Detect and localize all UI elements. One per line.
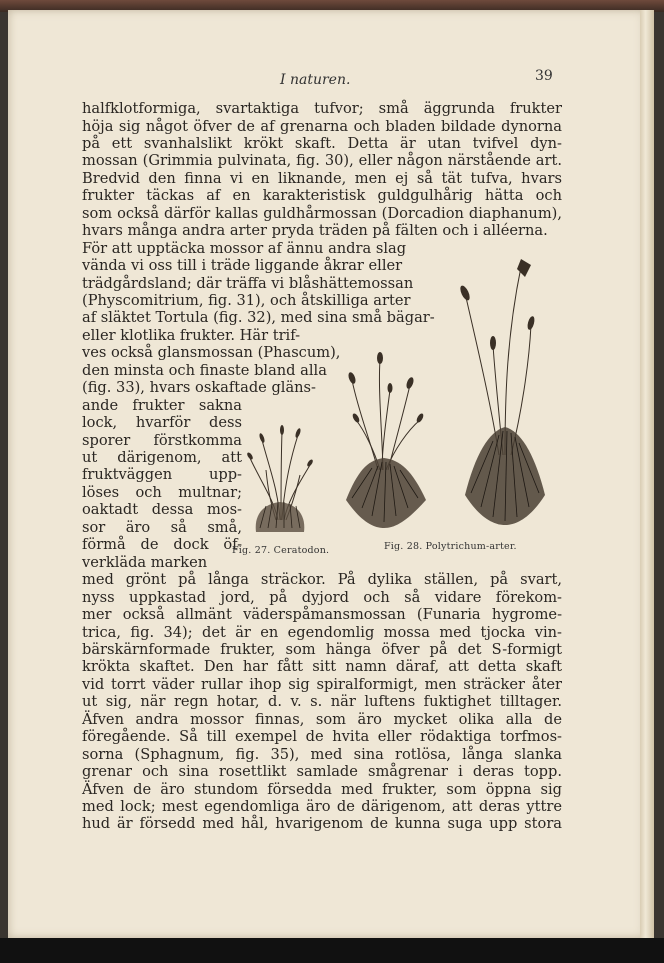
scan-bottom-band bbox=[0, 938, 664, 963]
text-line: med grönt på långa sträckor. På dylika ställen, på svart, bbox=[82, 571, 562, 589]
text-line: ut sig, när regn hotar, d. v. s. när luftens fuktighet tilltager. bbox=[82, 693, 562, 711]
text-line: För att upptäcka mossor af ännu andra slag bbox=[82, 239, 407, 257]
text-line: föregående. Så till exempel de hvita eller rödaktiga torfmos- bbox=[82, 728, 562, 746]
figure-27-caption: Fig. 27. Ceratodon. bbox=[232, 545, 330, 556]
text-line: ves också glansmossan (Phascum), bbox=[82, 344, 341, 362]
text-line: på ett svanhalslikt krökt skaft. Detta är utan tvifvel dyn- bbox=[82, 134, 562, 152]
text-line: Äfven de äro stundom försedda med frukter, som öppna sig bbox=[82, 780, 562, 798]
text-line: lock, hvarför dess bbox=[82, 414, 242, 432]
text-line: sporer förstkomma bbox=[82, 431, 242, 449]
text-line: verkläda marken bbox=[82, 553, 208, 571]
text-line: mossan (Grimmia pulvinata, fig. 30), eller någon närstående art. bbox=[82, 152, 562, 170]
text-line: vända vi oss till i träde liggande åkrar eller bbox=[82, 257, 403, 274]
text-line: oaktadt dessa mos- bbox=[82, 501, 242, 519]
text-line: (fig. 33), hvars oskaftade gläns- bbox=[82, 379, 316, 397]
text-line: som också därför kallas guldhårmossan (Dorcadion diaphanum), bbox=[82, 204, 562, 222]
text-line: vid torrt väder rullar ihop sig spiralformigt, men sträcker åter bbox=[82, 675, 562, 693]
text-line: frukter täckas af en karakteristisk guldgulhårig hätta och bbox=[82, 187, 562, 205]
text-line: halfklotformiga, svartaktiga tufvor; små äggrunda frukter bbox=[82, 100, 562, 117]
text-line: mer också allmänt väderspåmansmossan (Funaria hygrome- bbox=[82, 606, 562, 623]
figure-polytrichum-small bbox=[338, 350, 433, 530]
text-line: höja sig något öfver de af grenarna och bladen bildade dynorna bbox=[82, 117, 562, 135]
text-line: hvars många andra arter pryda träden på fälten och i alléerna. bbox=[82, 222, 548, 240]
text-line: nyss uppkastad jord, på dyjord och så vidare förekom- bbox=[82, 588, 562, 606]
page-edge bbox=[640, 10, 654, 938]
figure-polytrichum-tall bbox=[455, 255, 555, 527]
text-line: krökta skaftet. Den har fått sitt namn däraf, att detta skaft bbox=[82, 658, 562, 676]
text-line: trica, fig. 34); det är en egendomlig mossa med tjocka vin- bbox=[82, 623, 562, 641]
figure-28-caption: Fig. 28. Polytrichum-arter. bbox=[384, 541, 517, 552]
text-line: af släktet Tortula (fig. 32), med sina små bägar- bbox=[82, 309, 435, 327]
text-line: med lock; mest egendomliga äro de därigenom, att deras yttre bbox=[82, 798, 562, 815]
figure-ceratodon bbox=[240, 420, 320, 532]
running-title: I naturen. bbox=[280, 72, 351, 88]
text-line: bärskärnformade frukter, som hänga öfver på det S-formigt bbox=[82, 640, 562, 658]
text-line: Äfven andra mossor finnas, som äro mycket olika alla de bbox=[82, 710, 562, 728]
text-line: sor äro så små, bbox=[82, 518, 242, 536]
text-line: ut därigenom, att bbox=[82, 449, 242, 466]
text-line: hud är försedd med hål, hvarigenom de kunna suga upp stora bbox=[82, 815, 562, 833]
text-line: sorna (Sphagnum, fig. 35), med sina rotlösa, långa slanka bbox=[82, 745, 562, 763]
text-line: Bredvid den finna vi en liknande, men ej så tät tufva, hvars bbox=[82, 169, 562, 187]
text-line: förmå de dock öf- bbox=[82, 536, 242, 554]
page-number: 39 bbox=[535, 68, 553, 84]
text-line: trädgårdsland; där träffa vi blåshättemossan bbox=[82, 274, 414, 292]
text-line: löses och multnar; bbox=[82, 483, 242, 501]
text-line: grenar och sina rosettlikt samlade smågrenar i deras topp. bbox=[82, 763, 562, 781]
text-line: fruktväggen upp- bbox=[82, 466, 242, 484]
text-line: ande frukter sakna bbox=[82, 396, 242, 414]
text-line: eller klotlika frukter. Här trif- bbox=[82, 326, 301, 344]
text-line: den minsta och finaste bland alla bbox=[82, 361, 327, 379]
text-line: (Physcomitrium, fig. 31), och åtskilliga arter bbox=[82, 291, 411, 309]
